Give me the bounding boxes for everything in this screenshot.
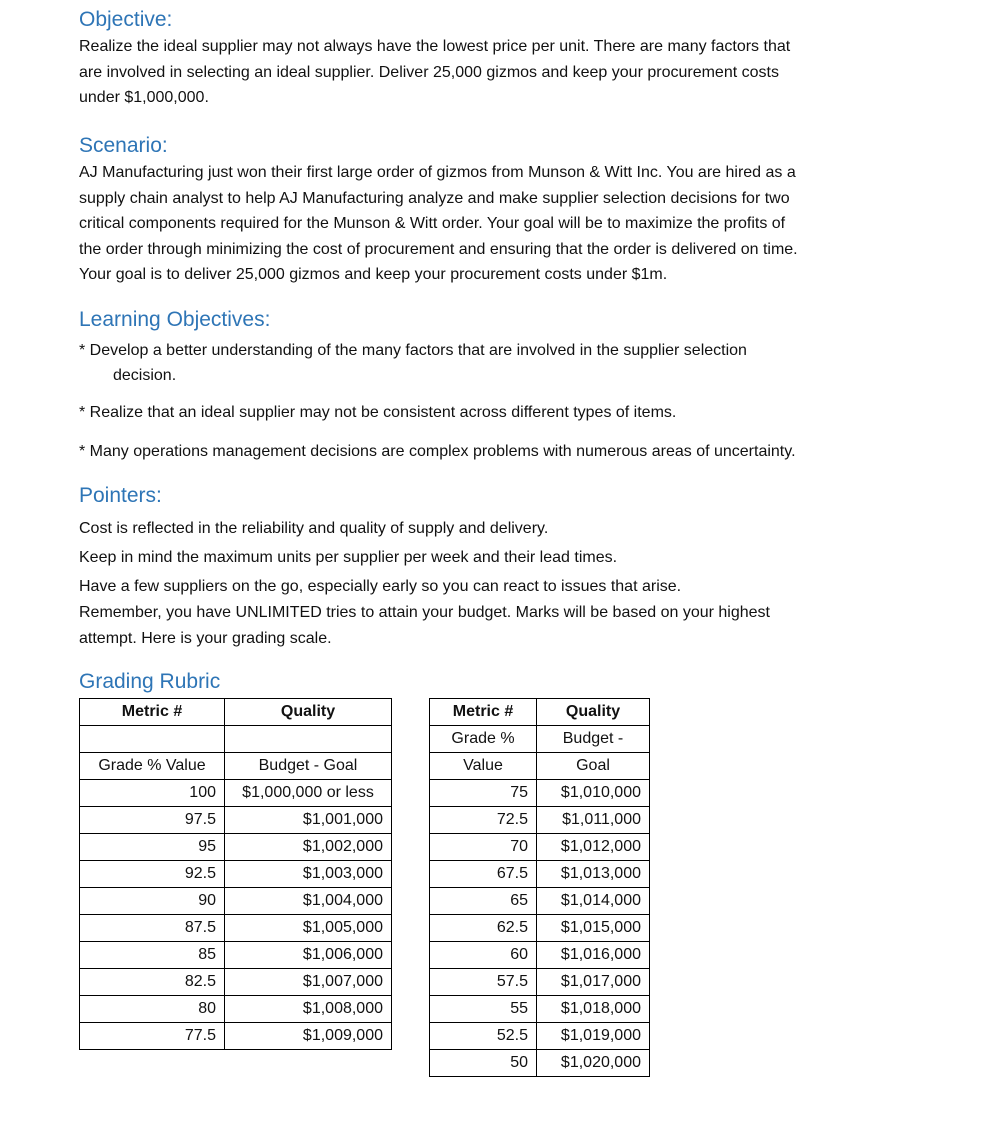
scenario-text [79,160,798,288]
column-header-metric: Metric # [80,699,225,726]
objective-section [79,6,790,111]
empty-cell [225,726,392,753]
budget-goal-cell: $1,009,000 [225,1023,392,1050]
scenario-line: AJ Manufacturing just won their first large order of gizmos from Munson & Witt Inc. You are hired as a [79,164,796,181]
budget-goal-cell: $1,006,000 [225,942,392,969]
budget-goal-cell: $1,015,000 [537,915,650,942]
pointer-line: Remember, you have UNLIMITED tries to attain your budget. Marks will be based on your highest [79,604,770,621]
learning-bullet-text: * Develop a better understanding of the many factors that are involved in the supplier selection [79,342,747,359]
table-row [430,915,650,942]
scenario-line: Your goal is to deliver 25,000 gizmos and keep your procurement costs under $1m. [79,266,668,283]
grade-value-cell: 67.5 [430,861,537,888]
learning-bullet-continuation: decision. [113,367,177,384]
objective-line: are involved in selecting an ideal supplier. Deliver 25,000 gizmos and keep your procurement costs [79,63,779,81]
objective-line: under $1,000,000. [79,89,209,106]
learning-bullet: * Realize that an ideal supplier may not be consistent across different types of items. [79,404,677,421]
budget-goal-cell: $1,007,000 [225,969,392,996]
table-row [80,807,392,834]
table-subheader-row [80,753,392,780]
table-row [80,780,392,807]
table-spacer-row [80,726,392,753]
table-row [80,888,392,915]
table-row [430,834,650,861]
table-row [430,996,650,1023]
learning-objectives-section [79,306,796,464]
column-header-quality: Quality [225,699,392,726]
grade-value-cell: 90 [80,888,225,915]
learning-bullet [79,338,796,388]
table-row [80,969,392,996]
scenario-line: critical components required for the Munson & Witt order. Your goal will be to maximize the profits of [79,215,786,232]
table-row [430,969,650,996]
table-row [430,1050,650,1077]
pointer-line: attempt. Here is your grading scale. [79,630,332,647]
objective-line: Realize the ideal supplier may not always have the lowest price per unit. There are many factors that [79,38,791,55]
subheader-grade-value: Grade % Value [80,753,225,780]
table-row [430,780,650,807]
budget-goal-cell: $1,020,000 [537,1050,650,1077]
pointer-line: Cost is reflected in the reliability and quality of supply and delivery. [79,520,549,537]
table-row [80,996,392,1023]
budget-goal-cell: $1,012,000 [537,834,650,861]
grade-value-cell: 77.5 [80,1023,225,1050]
table-row [430,888,650,915]
grade-value-cell: 92.5 [80,861,225,888]
grade-value-cell: 55 [430,996,537,1023]
grading-rubric-heading: Grading Rubric [79,670,221,693]
subheader-goal: Goal [537,753,650,780]
budget-goal-cell: $1,019,000 [537,1023,650,1050]
grading-table-right [429,698,650,1077]
budget-goal-cell: $1,010,000 [537,780,650,807]
budget-goal-cell: $1,005,000 [225,915,392,942]
learning-objectives-heading: Learning Objectives: [79,308,271,331]
grade-value-cell: 57.5 [430,969,537,996]
grade-value-cell: 97.5 [80,807,225,834]
learning-bullet: * Many operations management decisions are complex problems with numerous areas of uncertainty. [79,443,796,460]
pointers-section [79,482,770,652]
table-subheader-row [430,726,650,753]
pointer-line: Keep in mind the maximum units per supplier per week and their lead times. [79,549,618,566]
grade-value-cell: 82.5 [80,969,225,996]
scenario-line: the order through minimizing the cost of procurement and ensuring that the order is delivered on time. [79,240,798,258]
table-row [430,942,650,969]
budget-goal-cell: $1,003,000 [225,861,392,888]
table-row [80,834,392,861]
pointer-line: Have a few suppliers on the go, especially early so you can react to issues that arise. [79,578,682,595]
budget-goal-cell: $1,002,000 [225,834,392,861]
objective-text [79,34,790,111]
table-row [430,807,650,834]
grade-value-cell: 70 [430,834,537,861]
grade-value-cell: 75 [430,780,537,807]
objective-heading: Objective: [79,8,173,31]
scenario-line: supply chain analyst to help AJ Manufacturing analyze and make supplier selection decisions for two [79,189,790,207]
grade-value-cell: 87.5 [80,915,225,942]
grade-value-cell: 50 [430,1050,537,1077]
grade-value-cell: 85 [80,942,225,969]
table-header-row [80,699,392,726]
budget-goal-cell: $1,017,000 [537,969,650,996]
budget-goal-cell: $1,008,000 [225,996,392,1023]
table-header-row [430,699,650,726]
column-header-metric: Metric # [430,699,537,726]
table-row [430,861,650,888]
column-header-quality: Quality [537,699,650,726]
subheader-budget: Budget - [537,726,650,753]
grade-value-cell: 52.5 [430,1023,537,1050]
scenario-section [79,132,798,288]
table-row [430,1023,650,1050]
table-row [80,861,392,888]
budget-goal-cell: $1,000,000 or less [225,780,392,807]
grade-value-cell: 80 [80,996,225,1023]
grading-section [79,668,220,696]
budget-goal-cell: $1,011,000 [537,807,650,834]
budget-goal-cell: $1,016,000 [537,942,650,969]
subheader-value: Value [430,753,537,780]
subheader-budget-goal: Budget - Goal [225,753,392,780]
table-row [80,942,392,969]
empty-cell [80,726,225,753]
grade-value-cell: 60 [430,942,537,969]
pointers-body [79,516,770,652]
grade-value-cell: 72.5 [430,807,537,834]
table-row [80,1023,392,1050]
budget-goal-cell: $1,013,000 [537,861,650,888]
grading-table-left [79,698,392,1050]
budget-goal-cell: $1,001,000 [225,807,392,834]
pointers-heading: Pointers: [79,484,162,507]
budget-goal-cell: $1,018,000 [537,996,650,1023]
subheader-grade: Grade % [430,726,537,753]
table-subheader-row [430,753,650,780]
grade-value-cell: 100 [80,780,225,807]
grade-value-cell: 65 [430,888,537,915]
budget-goal-cell: $1,014,000 [537,888,650,915]
budget-goal-cell: $1,004,000 [225,888,392,915]
grade-value-cell: 95 [80,834,225,861]
grade-value-cell: 62.5 [430,915,537,942]
table-row [80,915,392,942]
scenario-heading: Scenario: [79,134,168,157]
